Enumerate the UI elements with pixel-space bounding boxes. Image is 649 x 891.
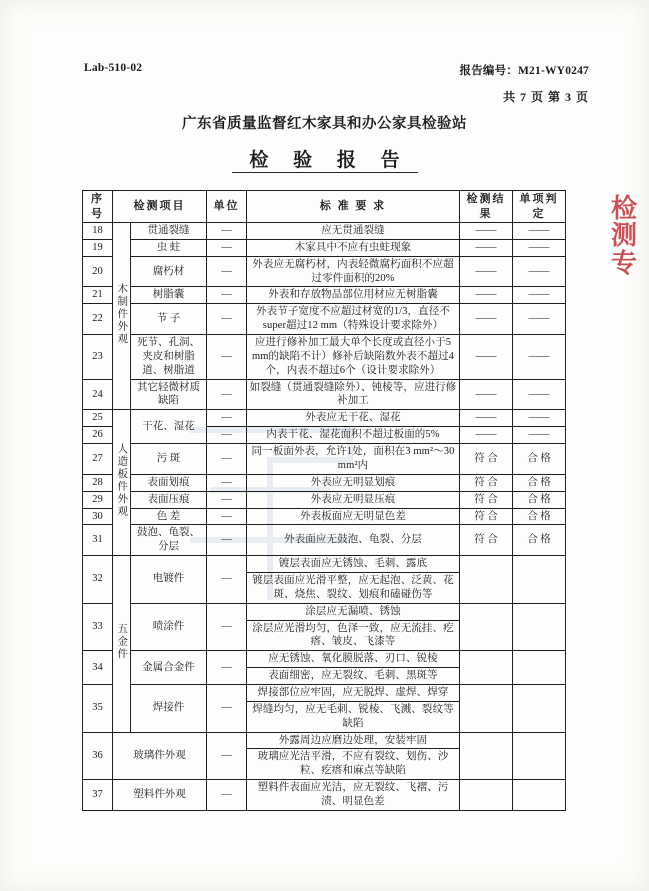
cell-unit: — bbox=[207, 603, 247, 651]
cell-item: 树脂囊 bbox=[131, 287, 207, 304]
document-code: Lab-510-02 bbox=[84, 62, 143, 74]
cell-judgement bbox=[513, 651, 566, 685]
cell-seq: 31 bbox=[83, 525, 113, 556]
red-seal-stamp bbox=[601, 195, 647, 380]
cell-seq: 27 bbox=[83, 444, 113, 475]
cell-seq: 32 bbox=[83, 556, 113, 604]
table-row bbox=[83, 491, 566, 508]
cell-result bbox=[460, 651, 513, 685]
table-row bbox=[83, 651, 566, 668]
cell-judgement bbox=[513, 732, 566, 780]
group-label-wood-text: 木制件外观 bbox=[116, 282, 128, 345]
cell-item: 节 子 bbox=[131, 304, 207, 335]
cell-seq: 18 bbox=[83, 223, 113, 240]
cell-judgement: 合 格 bbox=[513, 508, 566, 525]
cell-seq: 21 bbox=[83, 287, 113, 304]
cell-judgement: —— bbox=[513, 239, 566, 256]
cell-result: —— bbox=[460, 239, 513, 256]
table-row bbox=[83, 603, 566, 620]
cell-item: 鼓泡、龟裂、分层 bbox=[131, 525, 207, 556]
cell-requirement: 外表应无腐朽材，内表轻微腐朽面积不应超过零件面积的20% bbox=[247, 256, 460, 287]
cell-item: 表面划痕 bbox=[131, 474, 207, 491]
cell-requirement: 外表面应无鼓泡、龟裂、分层 bbox=[247, 525, 460, 556]
cell-requirement: 镀层表面应光滑平整，应无起泡、泛黄、花斑、烧焦、裂纹、划痕和磕碰伤等 bbox=[247, 572, 460, 603]
table-row bbox=[83, 335, 566, 380]
cell-item: 电镀件 bbox=[131, 556, 207, 604]
cell-unit: — bbox=[207, 287, 247, 304]
group-label-hardware bbox=[113, 556, 131, 732]
cell-item: 表面压痕 bbox=[131, 491, 207, 508]
cell-item: 喷涂件 bbox=[131, 603, 207, 651]
cell-seq: 34 bbox=[83, 651, 113, 685]
table-row bbox=[83, 525, 566, 556]
cell-judgement: —— bbox=[513, 410, 566, 427]
cell-result: 符 合 bbox=[460, 508, 513, 525]
cell-result: —— bbox=[460, 223, 513, 240]
table-row bbox=[83, 684, 566, 701]
group-label-wood bbox=[113, 223, 131, 410]
cell-unit: — bbox=[207, 780, 247, 811]
cell-item: 焊接件 bbox=[131, 684, 207, 732]
cell-requirement: 镀层表面应无锈蚀、毛刺、露底 bbox=[247, 556, 460, 573]
cell-judgement: 合 格 bbox=[513, 491, 566, 508]
group-label-panel bbox=[113, 410, 131, 556]
cell-judgement: —— bbox=[513, 335, 566, 380]
table-row bbox=[83, 444, 566, 475]
table-row bbox=[83, 304, 566, 335]
cell-requirement: 同一板面外表，允许1处，面积在3 mm²～30 mm²内 bbox=[247, 444, 460, 475]
cell-unit: — bbox=[207, 379, 247, 410]
cell-requirement: 涂层应光滑均匀，色泽一致，应无流挂、疙瘩、皱皮、飞漆等 bbox=[247, 620, 460, 651]
cell-seq: 19 bbox=[83, 239, 113, 256]
cell-item: 死节、孔洞、夹皮和树脂道、树脂道 bbox=[131, 335, 207, 380]
report-number bbox=[460, 62, 590, 78]
cell-requirement: 外表应无明显划痕 bbox=[247, 474, 460, 491]
cell-requirement: 外表和存放物品部位用材应无树脂囊 bbox=[247, 287, 460, 304]
cell-unit: — bbox=[207, 525, 247, 556]
page-indicator: 共 7 页 第 3 页 bbox=[502, 90, 589, 104]
cell-requirement: 塑料件表面应光洁，应无裂纹、飞褶、污渍、明显色差 bbox=[247, 780, 460, 811]
cell-unit: — bbox=[207, 427, 247, 444]
cell-item: 贯通裂缝 bbox=[131, 223, 207, 240]
column-header-unit: 单位 bbox=[207, 191, 247, 223]
table-row bbox=[83, 287, 566, 304]
cell-seq: 23 bbox=[83, 335, 113, 380]
cell-judgement: 合 格 bbox=[513, 474, 566, 491]
seal-char-2: 测 bbox=[610, 221, 637, 251]
table-row bbox=[83, 239, 566, 256]
cell-item: 虫 蛀 bbox=[131, 239, 207, 256]
cell-unit: — bbox=[207, 304, 247, 335]
column-header-result: 检测结果 bbox=[460, 191, 513, 223]
cell-seq: 35 bbox=[83, 684, 113, 732]
cell-result: —— bbox=[460, 335, 513, 380]
column-header-seq: 序号 bbox=[83, 191, 113, 223]
cell-requirement: 外表节子宽度不应超过材宽的1/3，直径不super超过12 mm（特殊设计要求除外） bbox=[247, 304, 460, 335]
cell-judgement bbox=[513, 780, 566, 811]
table-row bbox=[83, 474, 566, 491]
organization-name: 广东省质量监督红木家具和办公家具检验站 bbox=[182, 116, 467, 132]
cell-requirement: 内表干花、湿花面积不超过板面的5% bbox=[247, 427, 460, 444]
table-row bbox=[83, 508, 566, 525]
table-row bbox=[83, 379, 566, 410]
cell-item: 腐朽材 bbox=[131, 256, 207, 287]
cell-item: 金属合金件 bbox=[131, 651, 207, 685]
cell-result: 符 合 bbox=[460, 491, 513, 508]
document-header bbox=[84, 62, 589, 78]
cell-seq: 36 bbox=[83, 732, 113, 780]
cell-requirement: 应无贯通裂缝 bbox=[247, 223, 460, 240]
title-underline bbox=[232, 172, 418, 173]
inspection-report-table bbox=[82, 190, 566, 811]
cell-judgement: 合 格 bbox=[513, 444, 566, 475]
cell-unit: — bbox=[207, 474, 247, 491]
report-number-value: M21-WY0247 bbox=[518, 65, 589, 77]
cell-requirement: 应无锈蚀、氧化膜脱落、刃口、锐棱 bbox=[247, 651, 460, 668]
cell-requirement: 应进行修补加工最大单个长度或直径小于5 mm的缺陷不计）修补后缺陷数外表不超过4个，内表不超过6个（设计要求除外） bbox=[247, 335, 460, 380]
column-header-requirement: 标 准 要 求 bbox=[247, 191, 460, 223]
cell-judgement: —— bbox=[513, 223, 566, 240]
page-title: 检 验 报 告 bbox=[249, 150, 410, 171]
cell-unit: — bbox=[207, 651, 247, 685]
cell-unit: — bbox=[207, 556, 247, 604]
cell-seq: 20 bbox=[83, 256, 113, 287]
cell-item: 玻璃件外观 bbox=[113, 732, 207, 780]
cell-item: 污 斑 bbox=[131, 444, 207, 475]
cell-result bbox=[460, 684, 513, 732]
cell-unit: — bbox=[207, 256, 247, 287]
cell-judgement: 合 格 bbox=[513, 525, 566, 556]
table-row bbox=[83, 556, 566, 573]
cell-requirement: 涂层应无漏喷、锈蚀 bbox=[247, 603, 460, 620]
cell-requirement: 外表应无干花、湿花 bbox=[247, 410, 460, 427]
cell-result bbox=[460, 603, 513, 651]
cell-result: 符 合 bbox=[460, 474, 513, 491]
cell-judgement: —— bbox=[513, 379, 566, 410]
group-label-panel-text: 人造板件外观 bbox=[116, 442, 128, 518]
cell-unit: — bbox=[207, 335, 247, 380]
cell-result: —— bbox=[460, 379, 513, 410]
cell-requirement: 木家具中不应有虫蛀现象 bbox=[247, 239, 460, 256]
cell-requirement: 玻璃应光洁平滑，不应有裂纹、划伤、沙粒、疙瘩和麻点等缺陷 bbox=[247, 749, 460, 780]
cell-seq: 29 bbox=[83, 491, 113, 508]
cell-result: —— bbox=[460, 287, 513, 304]
cell-result: —— bbox=[460, 256, 513, 287]
seal-char-1: 检 bbox=[610, 194, 637, 223]
cell-judgement: —— bbox=[513, 427, 566, 444]
table-row bbox=[83, 223, 566, 240]
report-number-label: 报告编号： bbox=[459, 65, 518, 77]
cell-item: 其它轻微材质缺陷 bbox=[131, 379, 207, 410]
cell-seq: 28 bbox=[83, 474, 113, 491]
cell-seq: 25 bbox=[83, 410, 113, 427]
cell-judgement: —— bbox=[513, 304, 566, 335]
cell-requirement: 焊接部位应牢固，应无脱焊、虚焊、焊穿 bbox=[247, 684, 460, 701]
cell-seq: 33 bbox=[83, 603, 113, 651]
cell-seq: 37 bbox=[83, 780, 113, 811]
table-row bbox=[83, 732, 566, 749]
cell-seq: 22 bbox=[83, 304, 113, 335]
cell-result: —— bbox=[460, 427, 513, 444]
cell-judgement: —— bbox=[513, 287, 566, 304]
cell-judgement bbox=[513, 684, 566, 732]
cell-judgement: —— bbox=[513, 256, 566, 287]
cell-result: —— bbox=[460, 304, 513, 335]
table-header-row bbox=[83, 191, 566, 223]
cell-requirement: 如裂缝（贯通裂缝除外）、钝棱等，应进行修补加工 bbox=[247, 379, 460, 410]
cell-item: 色 差 bbox=[131, 508, 207, 525]
cell-result bbox=[460, 556, 513, 604]
cell-result bbox=[460, 732, 513, 780]
cell-seq: 30 bbox=[83, 508, 113, 525]
table-row bbox=[83, 410, 566, 427]
seal-char-3: 专 bbox=[610, 248, 637, 278]
cell-requirement: 外露周边应磨边处理，安装牢固 bbox=[247, 732, 460, 749]
cell-item: 干花、湿花 bbox=[131, 410, 207, 444]
cell-requirement: 表面细密，应无裂纹、毛刺、黑斑等 bbox=[247, 668, 460, 685]
group-label-hardware-text: 五金件 bbox=[116, 622, 128, 661]
cell-requirement: 外表应无明显压痕 bbox=[247, 491, 460, 508]
column-header-item: 检测项目 bbox=[113, 191, 207, 223]
table-row bbox=[83, 780, 566, 811]
cell-seq: 24 bbox=[83, 379, 113, 410]
cell-result: —— bbox=[460, 410, 513, 427]
cell-requirement: 焊缝均匀，应无毛刺、锐棱、飞溅、裂纹等缺陷 bbox=[247, 701, 460, 732]
cell-unit: — bbox=[207, 732, 247, 780]
cell-unit: — bbox=[207, 684, 247, 732]
table-row bbox=[83, 256, 566, 287]
cell-requirement: 外表板面应无明显色差 bbox=[247, 508, 460, 525]
cell-unit: — bbox=[207, 223, 247, 240]
cell-unit: — bbox=[207, 491, 247, 508]
cell-unit: — bbox=[207, 239, 247, 256]
cell-judgement bbox=[513, 603, 566, 651]
column-header-judgement: 单项判定 bbox=[513, 191, 566, 223]
cell-seq: 26 bbox=[83, 427, 113, 444]
cell-judgement bbox=[513, 556, 566, 604]
cell-result bbox=[460, 780, 513, 811]
cell-result: 符 合 bbox=[460, 525, 513, 556]
cell-unit: — bbox=[207, 410, 247, 427]
cell-unit: — bbox=[207, 444, 247, 475]
cell-item: 塑料件外观 bbox=[113, 780, 207, 811]
cell-unit: — bbox=[207, 508, 247, 525]
cell-result: 符 合 bbox=[460, 444, 513, 475]
